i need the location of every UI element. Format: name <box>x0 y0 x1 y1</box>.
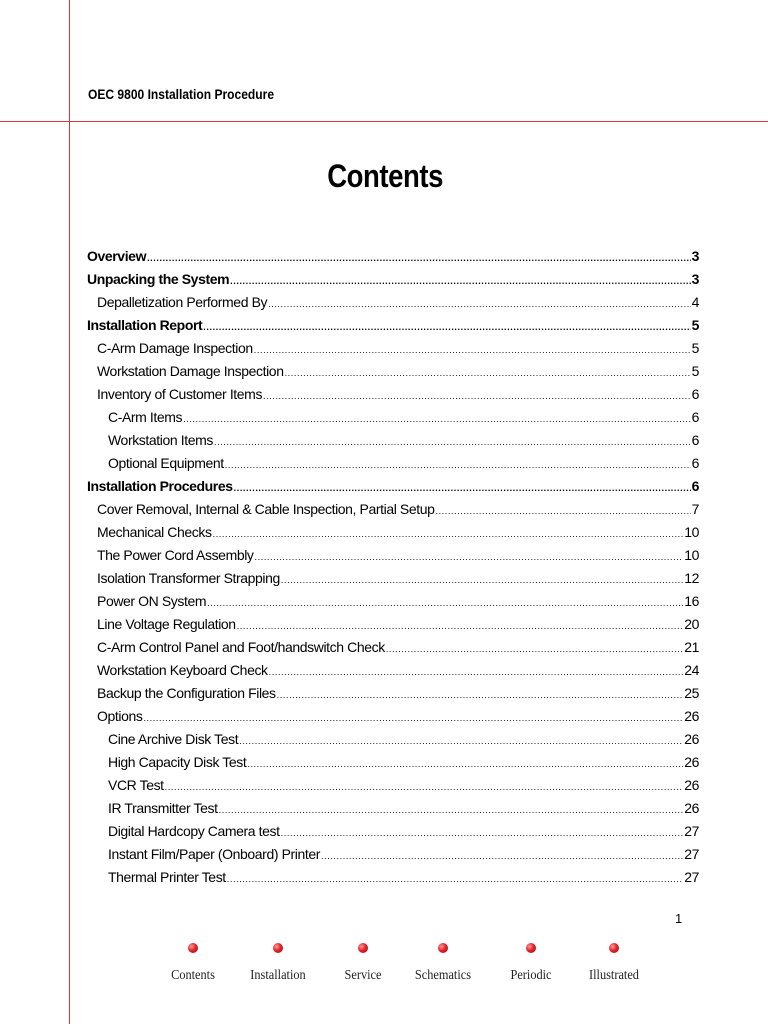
toc-entry-page: 26 <box>684 754 699 770</box>
toc-entry[interactable] <box>87 314 699 337</box>
table-of-contents <box>87 245 699 889</box>
toc-entry-title: Digital Hardcopy Camera test <box>108 823 280 839</box>
toc-dot-leader <box>230 270 690 291</box>
nav-bullet-icon <box>526 943 536 953</box>
margin-rule-vertical <box>69 0 70 1024</box>
toc-entry-page: 6 <box>691 409 699 425</box>
toc-dot-leader <box>386 638 683 659</box>
toc-dot-leader <box>237 615 684 636</box>
toc-entry[interactable] <box>87 774 699 797</box>
toc-entry[interactable] <box>87 475 699 498</box>
nav-bullet-icon <box>358 943 368 953</box>
toc-entry-page: 5 <box>691 363 699 379</box>
toc-entry[interactable] <box>87 544 699 567</box>
toc-dot-leader <box>268 293 690 314</box>
toc-entry-page: 6 <box>691 455 699 471</box>
toc-entry-title: Workstation Damage Inspection <box>97 363 284 379</box>
toc-entry[interactable] <box>87 820 699 843</box>
toc-entry-title: VCR Test <box>108 777 164 793</box>
toc-entry-page: 16 <box>684 593 699 609</box>
toc-entry-title: Options <box>97 708 143 724</box>
toc-dot-leader <box>183 408 690 429</box>
toc-entry[interactable] <box>87 383 699 406</box>
toc-dot-leader <box>147 247 691 268</box>
bottom-navigation <box>0 940 768 1000</box>
nav-label: Contents <box>171 968 215 983</box>
toc-entry[interactable] <box>87 636 699 659</box>
toc-entry-page: 10 <box>684 524 699 540</box>
page-number: 1 <box>675 911 683 926</box>
toc-entry-title: Line Voltage Regulation <box>97 616 236 632</box>
toc-dot-leader <box>219 799 684 820</box>
toc-entry-page: 4 <box>691 294 699 310</box>
toc-entry-title: Installation Report <box>87 317 203 333</box>
toc-entry-title: IR Transmitter Test <box>108 800 218 816</box>
toc-dot-leader <box>143 707 683 728</box>
toc-entry[interactable] <box>87 728 699 751</box>
toc-entry[interactable] <box>87 360 699 383</box>
toc-dot-leader <box>281 822 684 843</box>
toc-entry-title: Inventory of Customer Items <box>97 386 263 402</box>
toc-entry[interactable] <box>87 659 699 682</box>
nav-label: Service <box>344 968 382 983</box>
nav-illustrated[interactable] <box>559 940 669 984</box>
document-header-title: OEC 9800 Installation Procedure <box>88 86 275 102</box>
toc-dot-leader <box>247 753 683 774</box>
toc-entry[interactable] <box>87 498 699 521</box>
toc-entry-page: 3 <box>691 271 699 287</box>
toc-entry[interactable] <box>87 590 699 613</box>
toc-entry-page: 27 <box>684 823 699 839</box>
toc-entry-title: Backup the Configuration Files <box>97 685 276 701</box>
toc-entry-page: 27 <box>684 846 699 862</box>
toc-entry-page: 21 <box>684 639 699 655</box>
toc-entry-title: Workstation Items <box>108 432 213 448</box>
toc-entry-page: 26 <box>684 777 699 793</box>
toc-entry-page: 6 <box>691 386 699 402</box>
toc-dot-leader <box>285 362 691 383</box>
toc-entry-page: 24 <box>684 662 699 678</box>
toc-dot-leader <box>213 523 684 544</box>
toc-dot-leader <box>254 339 691 360</box>
toc-entry[interactable] <box>87 521 699 544</box>
toc-entry-title: Unpacking the System <box>87 271 230 287</box>
toc-entry-page: 26 <box>684 708 699 724</box>
toc-entry-title: C-Arm Items <box>108 409 183 425</box>
toc-entry-page: 5 <box>691 317 699 333</box>
toc-dot-leader <box>269 661 684 682</box>
toc-entry-title: Optional Equipment <box>108 455 224 471</box>
toc-entry-page: 26 <box>684 800 699 816</box>
toc-entry[interactable] <box>87 613 699 636</box>
nav-label: Schematics <box>414 968 472 983</box>
toc-entry-title: Cover Removal, Internal & Cable Inspection, Partial Setup <box>97 501 435 517</box>
toc-entry[interactable] <box>87 682 699 705</box>
toc-entry-page: 20 <box>684 616 699 632</box>
toc-entry-title: Cine Archive Disk Test <box>108 731 239 747</box>
toc-entry[interactable] <box>87 291 699 314</box>
toc-entry[interactable] <box>87 567 699 590</box>
toc-entry-page: 5 <box>691 340 699 356</box>
toc-entry[interactable] <box>87 245 699 268</box>
toc-entry-page: 6 <box>691 478 699 494</box>
toc-entry-title: Workstation Keyboard Check <box>97 662 268 678</box>
toc-dot-leader <box>263 385 691 406</box>
toc-entry[interactable] <box>87 866 699 889</box>
toc-entry-title: Overview <box>87 248 147 264</box>
toc-entry[interactable] <box>87 797 699 820</box>
toc-entry-title: Isolation Transformer Strapping <box>97 570 280 586</box>
toc-entry-title: Thermal Printer Test <box>108 869 226 885</box>
toc-entry[interactable] <box>87 406 699 429</box>
toc-entry-title: Installation Procedures <box>87 478 233 494</box>
toc-entry[interactable] <box>87 751 699 774</box>
toc-entry-page: 26 <box>684 731 699 747</box>
nav-label: Installation <box>250 968 306 983</box>
toc-entry[interactable] <box>87 429 699 452</box>
toc-dot-leader <box>203 316 690 337</box>
toc-dot-leader <box>234 477 691 498</box>
header-rule-horizontal <box>0 121 768 122</box>
toc-entry[interactable] <box>87 452 699 475</box>
nav-bullet-icon <box>273 943 283 953</box>
toc-entry-title: Instant Film/Paper (Onboard) Printer <box>108 846 321 862</box>
toc-dot-leader <box>321 845 683 866</box>
toc-entry-page: 6 <box>691 432 699 448</box>
toc-entry-page: 3 <box>691 248 699 264</box>
toc-entry-page: 7 <box>691 501 699 517</box>
toc-entry-title: The Power Cord Assembly <box>97 547 254 563</box>
toc-entry-page: 10 <box>684 547 699 563</box>
toc-entry-title: C-Arm Damage Inspection <box>97 340 253 356</box>
toc-entry-title: Mechanical Checks <box>97 524 212 540</box>
toc-entry-page: 12 <box>684 570 699 586</box>
toc-dot-leader <box>214 431 691 452</box>
toc-dot-leader <box>281 569 683 590</box>
toc-dot-leader <box>436 500 691 521</box>
toc-dot-leader <box>225 454 691 475</box>
toc-entry[interactable] <box>87 337 699 360</box>
toc-dot-leader <box>277 684 684 705</box>
nav-label: Illustrated <box>589 968 639 983</box>
toc-entry-page: 25 <box>684 685 699 701</box>
toc-entry-title: Power ON System <box>97 593 207 609</box>
toc-entry[interactable] <box>87 705 699 728</box>
toc-entry[interactable] <box>87 843 699 866</box>
nav-label: Periodic <box>510 968 552 983</box>
page-title: Contents <box>327 158 444 194</box>
toc-dot-leader <box>239 730 683 751</box>
toc-dot-leader <box>165 776 684 797</box>
toc-entry-title: High Capacity Disk Test <box>108 754 247 770</box>
toc-entry-title: C-Arm Control Panel and Foot/handswitch Check <box>97 639 385 655</box>
nav-bullet-icon <box>609 943 619 953</box>
nav-bullet-icon <box>188 943 198 953</box>
toc-entry[interactable] <box>87 268 699 291</box>
toc-dot-leader <box>227 868 683 889</box>
toc-entry-title: Depalletization Performed By <box>97 294 268 310</box>
toc-entry-page: 27 <box>684 869 699 885</box>
toc-dot-leader <box>207 592 683 613</box>
nav-bullet-icon <box>438 943 448 953</box>
toc-dot-leader <box>255 546 684 567</box>
